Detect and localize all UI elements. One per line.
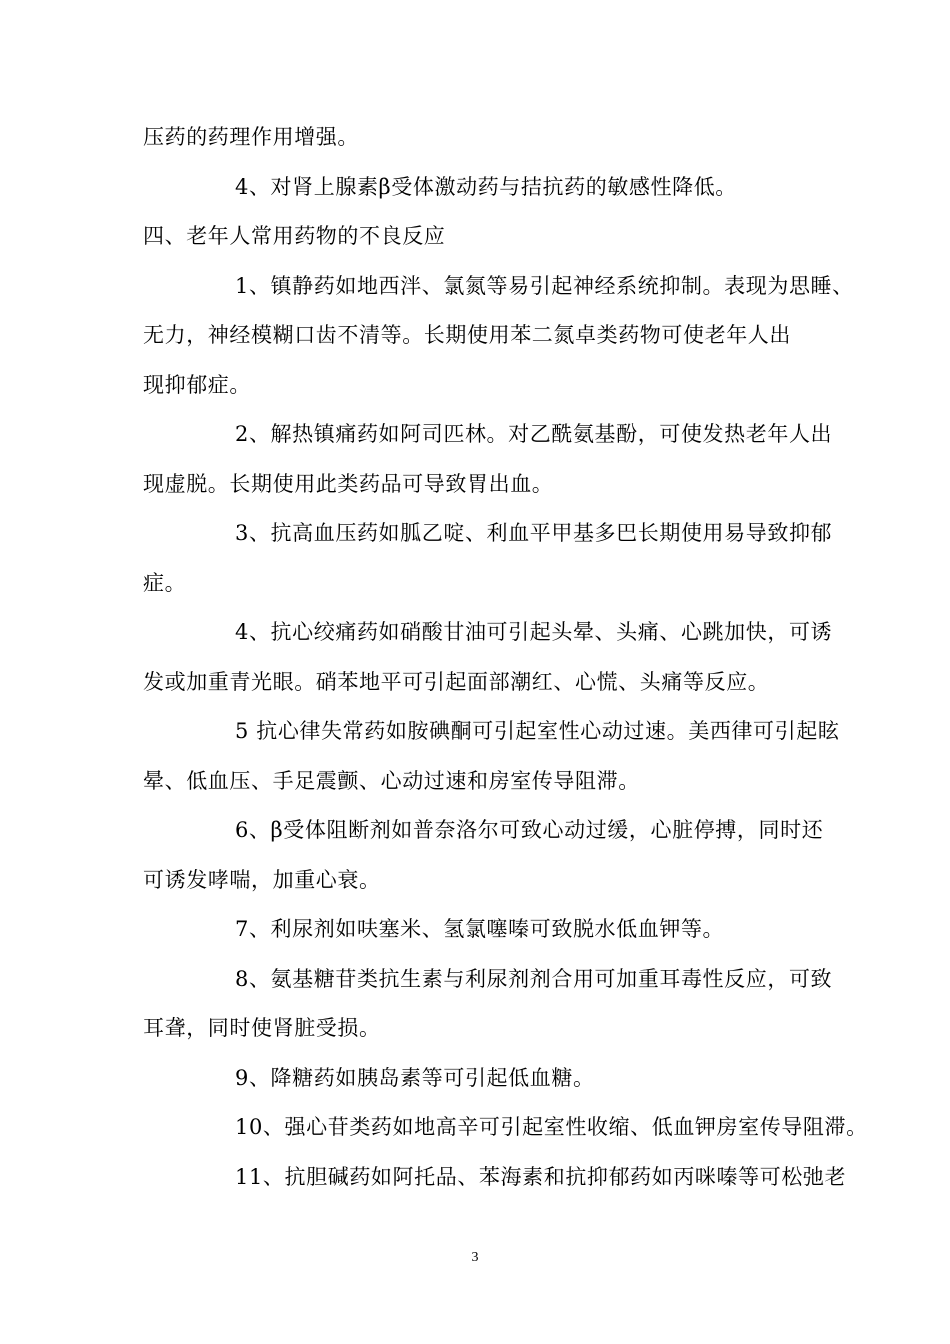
text-line: 2、解热镇痛药如阿司匹林。对乙酰氨基酚，可使发热老年人出 [235, 422, 833, 446]
text-line: 4、抗心绞痛药如硝酸甘油可引起头晕、头痛、心跳加快，可诱 [235, 620, 833, 644]
text-line: 发或加重青光眼。硝苯地平可引起面部潮红、心慌、头痛等反应。 [143, 669, 770, 694]
text-line: 10、强心苷类药如地高辛可引起室性收缩、低血钾房室传导阻滞。 [235, 1115, 868, 1139]
text-line: 11、抗胆碱药如阿托品、苯海素和抗抑郁药如丙咪嗪等可松弛老 [235, 1164, 847, 1189]
text-line: 耳聋，同时使肾脏受损。 [143, 1016, 381, 1040]
text-line: 晕、低血压、手足震颤、心动过速和房室传导阻滞。 [143, 768, 640, 793]
text-line: 4、对肾上腺素β受体激动药与拮抗药的敏感性降低。 [235, 174, 737, 199]
text-line: 9、降糖药如胰岛素等可引起低血糖。 [235, 1065, 595, 1090]
body-text [143, 113, 868, 1202]
text-line: 3、抗高血压药如胍乙啶、利血平甲基多巴长期使用易导致抑郁 [235, 521, 833, 545]
section-heading: 四、老年人常用药物的不良反应 [143, 224, 446, 248]
text-line: 1、镇静药如地西泮、氯氮等易引起神经系统抑制。表现为思睡、 [235, 273, 854, 298]
text-line: 8、氨基糖苷类抗生素与利尿剂剂合用可加重耳毒性反应，可致 [235, 966, 833, 991]
text-line: 5 抗心律失常药如胺碘酮可引起室性心动过速。美西律可引起眩 [235, 719, 840, 743]
page-number: 3 [471, 1250, 479, 1265]
text-line: 6、β受体阻断剂如普奈洛尔可致心动过缓，心脏停搏，同时还 [235, 818, 824, 842]
text-line: 可诱发哮喘，加重心衰。 [143, 867, 381, 892]
text-line: 现抑郁症。 [143, 372, 251, 397]
text-line: 无力，神经模糊口齿不清等。长期使用苯二氮卓类药物可使老年人出 [143, 323, 791, 347]
text-line: 压药的药理作用增强。 [143, 125, 359, 149]
text-line: 7、利尿剂如呋塞米、氢氯噻嗪可致脱水低血钾等。 [235, 917, 725, 941]
text-line: 症。 [143, 570, 187, 595]
text-line: 现虚脱。长期使用此类药品可导致胃出血。 [143, 471, 554, 496]
